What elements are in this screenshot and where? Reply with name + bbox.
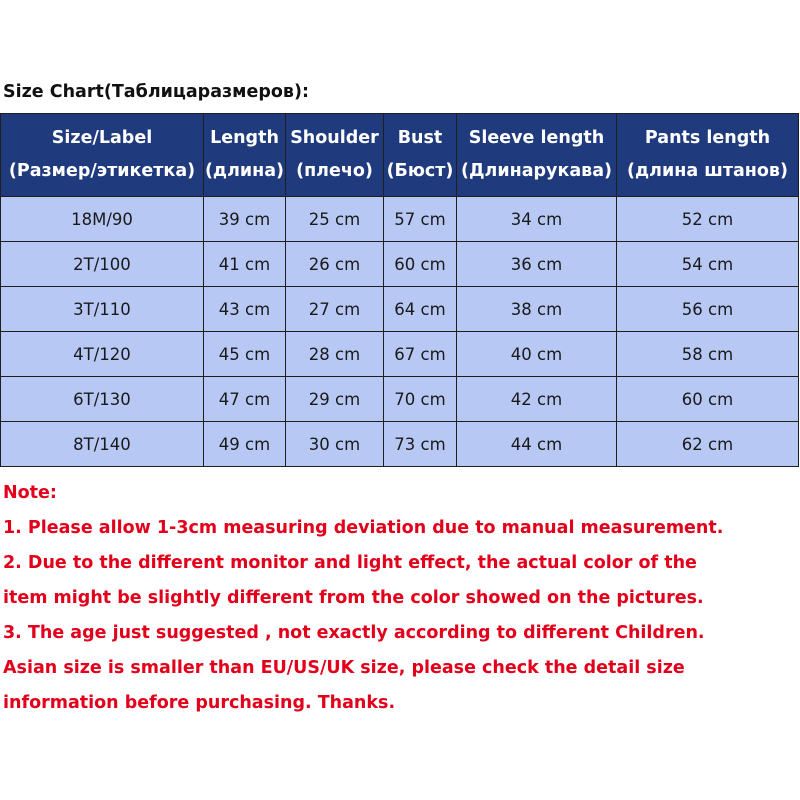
header-sleeve-length (457, 114, 617, 197)
cell-size-label: 3T/110 (1, 287, 204, 332)
cell-sleeve-length: 38 cm (457, 287, 617, 332)
cell-size-label: 2T/100 (1, 242, 204, 287)
note-line: 1. Please allow 1-3cm measuring deviation due to manual measurement. (3, 518, 724, 538)
cell-length: 49 cm (204, 422, 286, 467)
cell-length: 45 cm (204, 332, 286, 377)
table-row (1, 287, 799, 332)
note-line: item might be slightly different from the color showed on the pictures. (3, 588, 704, 608)
note-line: 2. Due to the different monitor and light effect, the actual color of the (3, 553, 697, 573)
header-sublabel: (Длинарукава) (460, 161, 613, 181)
cell-pants-length: 60 cm (617, 377, 799, 422)
cell-length: 41 cm (204, 242, 286, 287)
header-sublabel: (длина штанов) (627, 161, 788, 181)
cell-sleeve-length: 36 cm (457, 242, 617, 287)
cell-sleeve-length: 44 cm (457, 422, 617, 467)
cell-size-label: 8T/140 (1, 422, 204, 467)
header-sublabel: (Размер/этикетка) (8, 161, 196, 181)
header-pants-length (617, 114, 799, 197)
notes-heading: Note: (3, 483, 57, 503)
cell-sleeve-length: 42 cm (457, 377, 617, 422)
header-size-label (1, 114, 204, 197)
cell-pants-length: 62 cm (617, 422, 799, 467)
table-row (1, 422, 799, 467)
table-row (1, 377, 799, 422)
note-line: 3. The age just suggested , not exactly according to different Children. (3, 623, 705, 643)
header-label: Size/Label (51, 128, 153, 148)
table-row (1, 332, 799, 377)
header-label: Pants length (644, 128, 771, 148)
cell-bust: 73 cm (384, 422, 457, 467)
header-length (204, 114, 286, 197)
header-label: Length (210, 128, 279, 148)
cell-bust: 70 cm (384, 377, 457, 422)
cell-length: 39 cm (204, 197, 286, 242)
size-chart-table (0, 113, 799, 467)
cell-pants-length: 52 cm (617, 197, 799, 242)
cell-bust: 64 cm (384, 287, 457, 332)
notes-section (3, 476, 723, 721)
table-row (1, 242, 799, 287)
cell-size-label: 6T/130 (1, 377, 204, 422)
table-header-row (1, 114, 799, 197)
size-chart-title: Size Chart(Таблицаразмеров): (3, 82, 309, 102)
cell-pants-length: 58 cm (617, 332, 799, 377)
cell-shoulder: 26 cm (286, 242, 384, 287)
header-sublabel: (Бюст) (386, 161, 454, 181)
cell-size-label: 4T/120 (1, 332, 204, 377)
cell-pants-length: 56 cm (617, 287, 799, 332)
cell-bust: 57 cm (384, 197, 457, 242)
cell-shoulder: 27 cm (286, 287, 384, 332)
cell-length: 43 cm (204, 287, 286, 332)
header-shoulder (286, 114, 384, 197)
header-label: Sleeve length (468, 128, 605, 148)
header-bust (384, 114, 457, 197)
header-label: Bust (397, 128, 443, 148)
cell-size-label: 18M/90 (1, 197, 204, 242)
cell-pants-length: 54 cm (617, 242, 799, 287)
cell-shoulder: 28 cm (286, 332, 384, 377)
header-sublabel: (плечо) (296, 161, 373, 181)
cell-bust: 60 cm (384, 242, 457, 287)
header-sublabel: (длина) (204, 161, 285, 181)
table-row (1, 197, 799, 242)
cell-bust: 67 cm (384, 332, 457, 377)
cell-shoulder: 30 cm (286, 422, 384, 467)
cell-shoulder: 25 cm (286, 197, 384, 242)
cell-sleeve-length: 40 cm (457, 332, 617, 377)
cell-shoulder: 29 cm (286, 377, 384, 422)
note-line: Asian size is smaller than EU/US/UK size, please check the detail size (3, 658, 685, 678)
header-label: Shoulder (290, 128, 379, 148)
note-line: information before purchasing. Thanks. (3, 693, 396, 713)
cell-length: 47 cm (204, 377, 286, 422)
cell-sleeve-length: 34 cm (457, 197, 617, 242)
